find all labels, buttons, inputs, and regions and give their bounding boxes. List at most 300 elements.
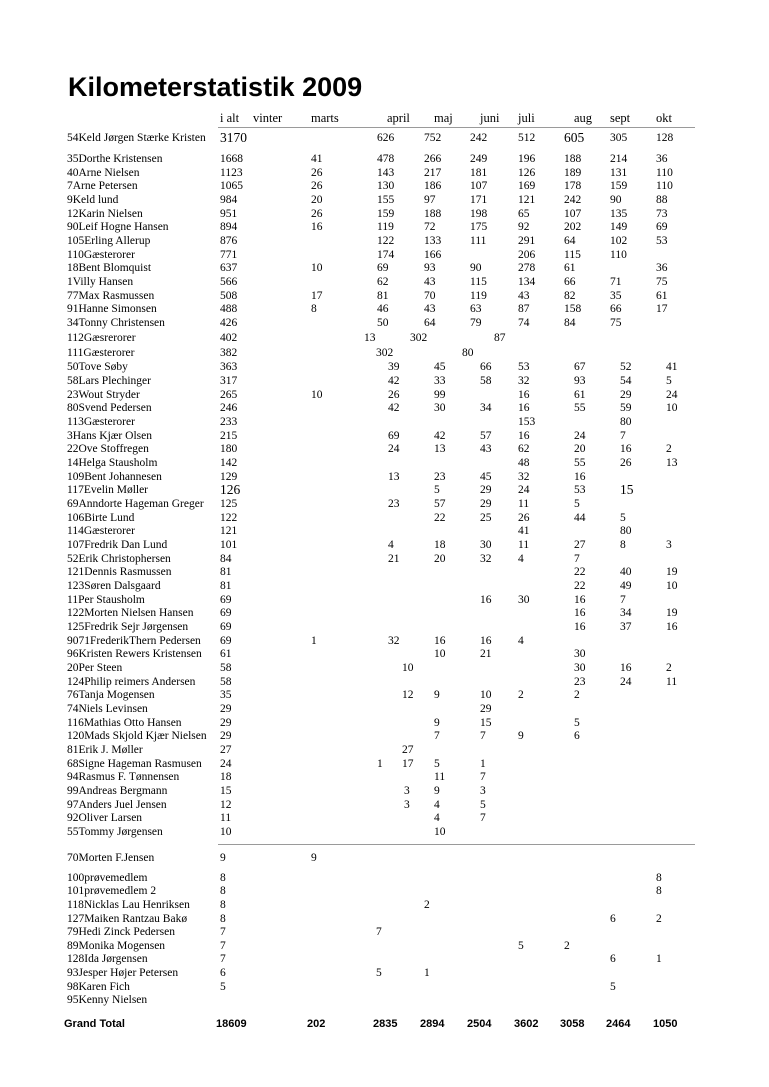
member-total: 69 (220, 594, 232, 606)
month-value: 16 (480, 594, 492, 606)
month-value: 93 (574, 375, 586, 387)
member-total: 7 (220, 926, 226, 938)
member-total: 6 (220, 967, 226, 979)
month-value: 7 (434, 730, 440, 742)
month-value: 36 (656, 262, 668, 274)
month-value: 5 (574, 498, 580, 510)
member-total: 11 (220, 812, 232, 824)
month-value: 24 (666, 389, 678, 401)
month-value: 63 (470, 303, 482, 315)
member-total: 402 (220, 332, 238, 344)
member-total: 426 (220, 317, 238, 329)
header-vinter: vinter (253, 111, 283, 125)
month-value: 45 (480, 471, 492, 483)
month-value: 121 (518, 194, 536, 206)
month-value: 26 (311, 208, 323, 220)
member-name: 120Mads Skjold Kjær Nielsen (67, 730, 207, 742)
member-name: 99Andreas Bergmann (67, 785, 168, 797)
month-value: 1 (656, 953, 662, 965)
month-value: 22 (434, 512, 446, 524)
month-value: 16 (574, 471, 586, 483)
month-value: 5 (574, 717, 580, 729)
month-value: 128 (656, 132, 674, 144)
member-name: 97Anders Juel Jensen (67, 799, 167, 811)
month-value: 13 (666, 457, 678, 469)
month-value: 10 (480, 689, 492, 701)
month-value: 16 (574, 621, 586, 633)
member-total: 317 (220, 375, 238, 387)
month-value: 55 (574, 457, 586, 469)
month-value: 131 (610, 167, 628, 179)
month-value: 8 (656, 885, 662, 897)
month-value: 18 (434, 539, 446, 551)
month-value: 217 (424, 167, 442, 179)
month-value: 24 (620, 676, 632, 688)
member-total: 129 (220, 471, 238, 483)
month-value: 16 (518, 389, 530, 401)
month-value: 2 (574, 689, 580, 701)
month-value: 34 (480, 402, 492, 414)
month-value: 13 (434, 443, 446, 455)
member-total: 566 (220, 276, 238, 288)
header-aug: aug (574, 111, 593, 125)
month-value: 478 (377, 153, 395, 165)
member-name: 92Oliver Larsen (67, 812, 143, 824)
month-value: 115 (564, 249, 581, 261)
month-value: 13 (364, 332, 376, 344)
member-name: 68Signe Hageman Rasmusen (67, 758, 202, 770)
month-value: 87 (518, 303, 530, 315)
month-value: 626 (377, 132, 395, 144)
member-name: 125Fredrik Sejr Jørgensen (67, 621, 189, 633)
month-value: 19 (666, 566, 678, 578)
member-name: 94Rasmus F. Tønnensen (67, 771, 180, 783)
month-value: 10 (434, 826, 446, 838)
member-name: 101prøvemedlem 2 (67, 885, 157, 897)
grand-total-okt: 1050 (653, 1018, 678, 1030)
month-value: 1 (480, 758, 486, 770)
member-name: 110Gæsterorer (67, 249, 135, 261)
section-rule (218, 844, 695, 845)
month-value: 119 (377, 221, 394, 233)
month-value: 10 (402, 662, 414, 674)
month-value: 26 (518, 512, 530, 524)
month-value: 512 (518, 132, 536, 144)
month-value: 198 (470, 208, 488, 220)
member-total: 58 (220, 662, 232, 674)
month-value: 605 (564, 130, 585, 145)
month-value: 16 (434, 635, 446, 647)
month-value: 21 (480, 648, 492, 660)
month-value: 58 (480, 375, 492, 387)
member-name: 18Bent Blomquist (67, 262, 152, 274)
month-value: 67 (574, 361, 586, 373)
month-value: 7 (620, 594, 626, 606)
month-value: 29 (480, 498, 492, 510)
month-value: 149 (610, 221, 628, 233)
member-name: 11Per Stausholm (67, 594, 145, 606)
member-total: 7 (220, 953, 226, 965)
month-value: 61 (574, 389, 586, 401)
member-name: 93Jesper Højer Petersen (67, 967, 179, 979)
month-value: 16 (518, 402, 530, 414)
month-value: 26 (311, 167, 323, 179)
month-value: 43 (518, 290, 530, 302)
month-value: 39 (388, 361, 400, 373)
month-value: 9 (518, 730, 524, 742)
grand-total-juli: 3602 (514, 1018, 539, 1030)
month-value: 5 (666, 375, 672, 387)
month-value: 2 (518, 689, 524, 701)
member-total: 27 (220, 744, 232, 756)
member-name: 127Maiken Rantzau Bakø (67, 913, 188, 925)
grand-total-marts: 202 (307, 1018, 326, 1030)
month-value: 30 (518, 594, 530, 606)
month-value: 32 (480, 553, 492, 565)
month-value: 1 (424, 967, 430, 979)
month-value: 61 (564, 262, 576, 274)
month-value: 8 (620, 539, 626, 551)
member-total: 1123 (220, 167, 243, 179)
month-value: 43 (424, 303, 436, 315)
month-value: 35 (610, 290, 622, 302)
month-value: 119 (470, 290, 487, 302)
month-value: 2 (424, 899, 430, 911)
month-value: 5 (610, 981, 616, 993)
month-value: 11 (666, 676, 678, 688)
month-value: 11 (434, 771, 446, 783)
month-value: 155 (377, 194, 395, 206)
member-total: 9 (220, 852, 226, 864)
month-value: 3 (404, 799, 410, 811)
month-value: 11 (518, 498, 530, 510)
month-value: 81 (377, 290, 389, 302)
month-value: 16 (666, 621, 678, 633)
month-value: 42 (388, 375, 400, 387)
member-name: 35Dorthe Kristensen (67, 153, 163, 165)
member-total: 951 (220, 208, 238, 220)
member-name: 9Keld lund (67, 194, 119, 206)
member-total: 29 (220, 717, 232, 729)
month-value: 266 (424, 153, 442, 165)
month-value: 10 (311, 389, 323, 401)
member-name: 112Gæsrerorer (67, 332, 136, 344)
month-value: 7 (574, 553, 580, 565)
member-total: 18 (220, 771, 232, 783)
member-total: 35 (220, 689, 232, 701)
month-value: 61 (656, 290, 668, 302)
month-value: 5 (480, 799, 486, 811)
grand-total-label: Grand Total (64, 1018, 125, 1030)
month-value: 23 (434, 471, 446, 483)
month-value: 9 (434, 785, 440, 797)
month-value: 29 (480, 484, 492, 496)
month-value: 188 (564, 153, 582, 165)
month-value: 49 (620, 580, 632, 592)
month-value: 62 (518, 443, 530, 455)
month-value: 11 (518, 539, 530, 551)
member-total: 81 (220, 580, 232, 592)
month-value: 16 (480, 635, 492, 647)
month-value: 5 (434, 484, 440, 496)
member-total: 771 (220, 249, 238, 261)
month-value: 3 (404, 785, 410, 797)
member-total: 29 (220, 730, 232, 742)
member-name: 54Keld Jørgen Stærke Kristen (67, 132, 206, 144)
month-value: 43 (424, 276, 436, 288)
month-value: 34 (620, 607, 632, 619)
month-value: 41 (518, 525, 530, 537)
member-total: 265 (220, 389, 238, 401)
member-name: 106Birte Lund (67, 512, 135, 524)
month-value: 169 (518, 180, 536, 192)
month-value: 80 (620, 416, 632, 428)
grand-total-maj: 2894 (420, 1018, 445, 1030)
month-value: 40 (620, 566, 632, 578)
member-total: 180 (220, 443, 238, 455)
month-value: 90 (470, 262, 482, 274)
month-value: 4 (518, 553, 524, 565)
member-total: 12 (220, 799, 232, 811)
month-value: 6 (574, 730, 580, 742)
month-value: 115 (470, 276, 487, 288)
member-name: 76Tanja Mogensen (67, 689, 155, 701)
member-total: 1065 (220, 180, 243, 192)
month-value: 21 (388, 553, 400, 565)
month-value: 29 (620, 389, 632, 401)
member-name: 89Monika Mogensen (67, 940, 166, 952)
member-name: 113Gæsterorer (67, 416, 135, 428)
grand-total-april: 2835 (373, 1018, 398, 1030)
member-name: 77Max Rasmussen (67, 290, 155, 302)
month-value: 16 (311, 221, 323, 233)
month-value: 69 (377, 262, 389, 274)
month-value: 29 (480, 703, 492, 715)
member-total: 81 (220, 566, 232, 578)
month-value: 72 (424, 221, 436, 233)
month-value: 2 (564, 940, 570, 952)
member-total: 122 (220, 512, 238, 524)
month-value: 10 (311, 262, 323, 274)
month-value: 99 (434, 389, 446, 401)
member-name: 81Erik J. Møller (67, 744, 143, 756)
member-total: 382 (220, 347, 238, 359)
month-value: 181 (470, 167, 488, 179)
member-total: 363 (220, 361, 238, 373)
month-value: 13 (388, 471, 400, 483)
grand-total-sept: 2464 (606, 1018, 631, 1030)
month-value: 110 (656, 180, 673, 192)
month-value: 46 (377, 303, 389, 315)
month-value: 5 (620, 512, 626, 524)
member-total: 637 (220, 262, 238, 274)
month-value: 30 (434, 402, 446, 414)
member-total: 69 (220, 635, 232, 647)
member-name: 90Leif Hogne Hansen (67, 221, 169, 233)
member-name: 117Evelin Møller (67, 484, 149, 496)
member-name: 22Ove Stoffregen (67, 443, 149, 455)
member-name: 91Hanne Simonsen (67, 303, 157, 315)
month-value: 26 (620, 457, 632, 469)
month-value: 159 (377, 208, 395, 220)
month-value: 291 (518, 235, 536, 247)
month-value: 24 (388, 443, 400, 455)
month-value: 70 (424, 290, 436, 302)
month-value: 32 (518, 471, 530, 483)
member-name: 70Morten F.Jensen (67, 852, 155, 864)
member-name: 7Arne Petersen (67, 180, 138, 192)
month-value: 111 (470, 235, 487, 247)
member-total: 58 (220, 676, 232, 688)
month-value: 75 (610, 317, 622, 329)
header-sept: sept (610, 111, 631, 125)
member-total: 121 (220, 525, 238, 537)
month-value: 16 (620, 662, 632, 674)
month-value: 54 (620, 375, 632, 387)
month-value: 206 (518, 249, 536, 261)
month-value: 57 (480, 430, 492, 442)
month-value: 5 (376, 967, 382, 979)
month-value: 15 (620, 482, 634, 497)
member-name: 1Villy Hansen (67, 276, 134, 288)
month-value: 186 (424, 180, 442, 192)
month-value: 126 (518, 167, 536, 179)
month-value: 7 (480, 812, 486, 824)
month-value: 32 (388, 635, 400, 647)
month-value: 53 (518, 361, 530, 373)
month-value: 10 (666, 402, 678, 414)
month-value: 15 (480, 717, 492, 729)
month-value: 92 (518, 221, 530, 233)
month-value: 2 (656, 913, 662, 925)
grand-total-aug: 3058 (560, 1018, 585, 1030)
month-value: 1 (311, 635, 317, 647)
month-value: 20 (574, 443, 586, 455)
month-value: 30 (574, 648, 586, 660)
member-total: 10 (220, 826, 232, 838)
member-name: 128Ida Jørgensen (67, 953, 148, 965)
member-name: 69Anndorte Hageman Greger (67, 498, 204, 510)
member-total: 8 (220, 899, 226, 911)
header-okt: okt (656, 111, 672, 125)
member-name: 107Fredrik Dan Lund (67, 539, 168, 551)
month-value: 42 (388, 402, 400, 414)
month-value: 278 (518, 262, 536, 274)
month-value: 202 (564, 221, 582, 233)
month-value: 214 (610, 153, 628, 165)
month-value: 175 (470, 221, 488, 233)
month-value: 36 (656, 153, 668, 165)
month-value: 16 (518, 430, 530, 442)
month-value: 22 (574, 580, 586, 592)
month-value: 302 (410, 332, 428, 344)
month-value: 75 (656, 276, 668, 288)
month-value: 2 (666, 443, 672, 455)
month-value: 10 (666, 580, 678, 592)
member-name: 55Tommy Jørgensen (67, 826, 163, 838)
month-value: 189 (564, 167, 582, 179)
month-value: 107 (470, 180, 488, 192)
month-value: 1 (377, 758, 383, 770)
month-value: 66 (610, 303, 622, 315)
month-value: 53 (656, 235, 668, 247)
month-value: 26 (388, 389, 400, 401)
month-value: 80 (462, 347, 474, 359)
month-value: 27 (402, 744, 414, 756)
member-total: 126 (220, 482, 241, 497)
member-name: 40Arne Nielsen (67, 167, 140, 179)
member-total: 69 (220, 607, 232, 619)
month-value: 6 (610, 913, 616, 925)
month-value: 66 (564, 276, 576, 288)
month-value: 19 (666, 607, 678, 619)
month-value: 196 (518, 153, 536, 165)
month-value: 66 (480, 361, 492, 373)
month-value: 7 (620, 430, 626, 442)
month-value: 305 (610, 132, 628, 144)
month-value: 242 (470, 132, 488, 144)
member-name: 79Hedi Zinck Pedersen (67, 926, 175, 938)
month-value: 24 (574, 430, 586, 442)
member-total: 8 (220, 872, 226, 884)
month-value: 55 (574, 402, 586, 414)
month-value: 10 (434, 648, 446, 660)
month-value: 159 (610, 180, 628, 192)
month-value: 249 (470, 153, 488, 165)
member-total: 876 (220, 235, 238, 247)
member-total: 29 (220, 703, 232, 715)
month-value: 4 (518, 635, 524, 647)
month-value: 43 (480, 443, 492, 455)
month-value: 4 (434, 799, 440, 811)
month-value: 45 (434, 361, 446, 373)
member-name: 80Svend Pedersen (67, 402, 152, 414)
header-juli: juli (518, 111, 535, 125)
member-total: 61 (220, 648, 232, 660)
month-value: 73 (656, 208, 668, 220)
month-value: 69 (388, 430, 400, 442)
month-value: 158 (564, 303, 582, 315)
member-total: 8 (220, 885, 226, 897)
member-name: 34Tonny Christensen (67, 317, 165, 329)
member-name: 95Kenny Nielsen (67, 994, 148, 1006)
member-name: 109Bent Johannesen (67, 471, 162, 483)
month-value: 32 (518, 375, 530, 387)
member-name: 14Helga Stausholm (67, 457, 158, 469)
month-value: 59 (620, 402, 632, 414)
month-value: 69 (656, 221, 668, 233)
page-title: Kilometerstatistik 2009 (68, 72, 363, 102)
header-juni: juni (480, 111, 500, 125)
month-value: 79 (470, 317, 482, 329)
month-value: 24 (518, 484, 530, 496)
grand-total-i-alt: 18609 (216, 1018, 247, 1030)
month-value: 71 (610, 276, 622, 288)
member-total: 894 (220, 221, 238, 233)
month-value: 23 (574, 676, 586, 688)
month-value: 50 (377, 317, 389, 329)
month-value: 171 (470, 194, 488, 206)
month-value: 65 (518, 208, 530, 220)
month-value: 7 (480, 730, 486, 742)
month-value: 12 (402, 689, 414, 701)
month-value: 122 (377, 235, 395, 247)
member-name: 12Karin Nielsen (67, 208, 143, 220)
month-value: 80 (620, 525, 632, 537)
month-value: 82 (564, 290, 576, 302)
member-name: 74Niels Levinsen (67, 703, 148, 715)
month-value: 52 (620, 361, 632, 373)
